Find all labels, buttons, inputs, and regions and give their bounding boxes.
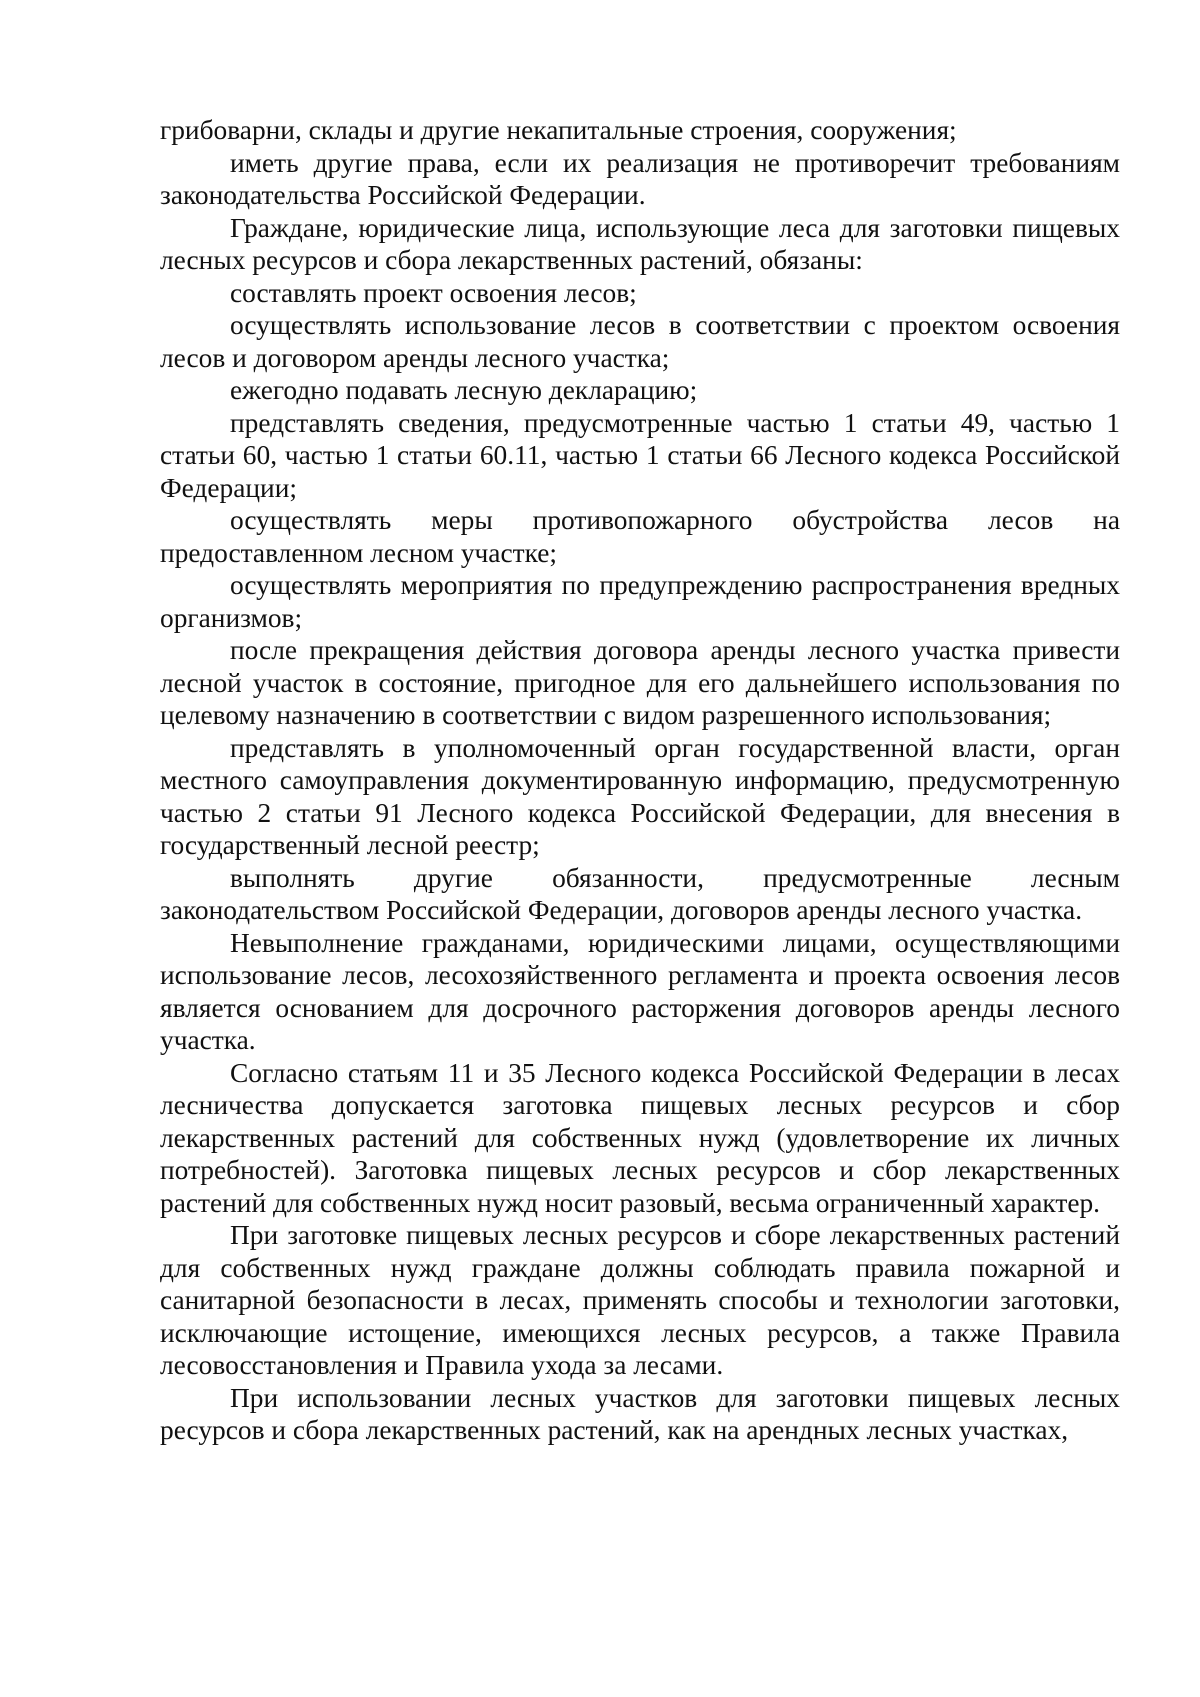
paragraph-obligation-information: представлять сведения, предусмотренные частью 1 статьи 49, частью 1 статьи 60, частью 1 статьи 60.11, частью 1 статьи 66 Лесного кодекса Российской Федерации; bbox=[160, 407, 1120, 503]
paragraph-obligation-fire: осуществлять меры противопожарного обустройства лесов на предоставленном лесном участке; bbox=[160, 505, 1120, 568]
paragraph-continuation: грибоварни, склады и другие некапитальные строения, сооружения; bbox=[160, 115, 957, 145]
paragraph-obligation-use: осуществлять использование лесов в соответствии с проектом освоения лесов и договором аренды лесного участка; bbox=[160, 310, 1120, 373]
paragraph-obligation-restore: после прекращения действия договора аренды лесного участка привести лесной участок в состояние, пригодное для его дальнейшего использования по целевому назначению в соответствии с видом разрешенного использования; bbox=[160, 635, 1120, 730]
paragraph-obligation-registry: представлять в уполномоченный орган государственной власти, орган местного самоуправления документированную информацию, предусмотренную частью 2 статьи 91 Лесного кодекса Российской Федерации, для внесения в государственный лесной реестр; bbox=[160, 732, 1120, 860]
paragraph-use-of-plots: При использовании лесных участков для заготовки пищевых лесных ресурсов и сбора лекарственных растений, как на арендных лесных участках, bbox=[160, 1382, 1120, 1445]
document-page bbox=[160, 114, 1120, 1447]
paragraph-termination: Невыполнение гражданами, юридическими лицами, осуществляющими использование лесов, лесохозяйственного регламента и проекта освоения лесов является основанием для досрочного расторжения договоров аренды лесного участка. bbox=[160, 927, 1120, 1055]
paragraph-rules: При заготовке пищевых лесных ресурсов и сборе лекарственных растений для собственных нужд граждане должны соблюдать правила пожарной и санитарной безопасности в лесах, применять способы и технологии заготовки, исключающие истощение, имеющихся лесных ресурсов, а также Правила лесовосстановления и Правила ухода за лесами. bbox=[160, 1220, 1120, 1380]
paragraph-obligation-other: выполнять другие обязанности, предусмотренные лесным законодательством Российской Федерации, договоров аренды лесного участка. bbox=[160, 862, 1120, 925]
paragraph-own-needs: Согласно статьям 11 и 35 Лесного кодекса Российской Федерации в лесах лесничества допускается заготовка пищевых лесных ресурсов и сбор лекарственных растений для собственных нужд (удовлетворение их личных потребностей). Заготовка пищевых лесных ресурсов и сбор лекарственных растений для собственных нужд носит разовый, весьма ограниченный характер. bbox=[160, 1057, 1120, 1218]
paragraph-obligation-pests: осуществлять мероприятия по предупреждению распространения вредных организмов; bbox=[160, 570, 1120, 633]
paragraph-obligation-declaration: ежегодно подавать лесную декларацию; bbox=[230, 375, 698, 405]
paragraph-obligations-intro: Граждане, юридические лица, использующие леса для заготовки пищевых лесных ресурсов и сбора лекарственных растений, обязаны: bbox=[160, 212, 1120, 275]
paragraph-obligation-project: составлять проект освоения лесов; bbox=[230, 277, 637, 308]
paragraph-other-rights: иметь другие права, если их реализация не противоречит требованиям законодательства Российской Федерации. bbox=[160, 147, 1120, 210]
